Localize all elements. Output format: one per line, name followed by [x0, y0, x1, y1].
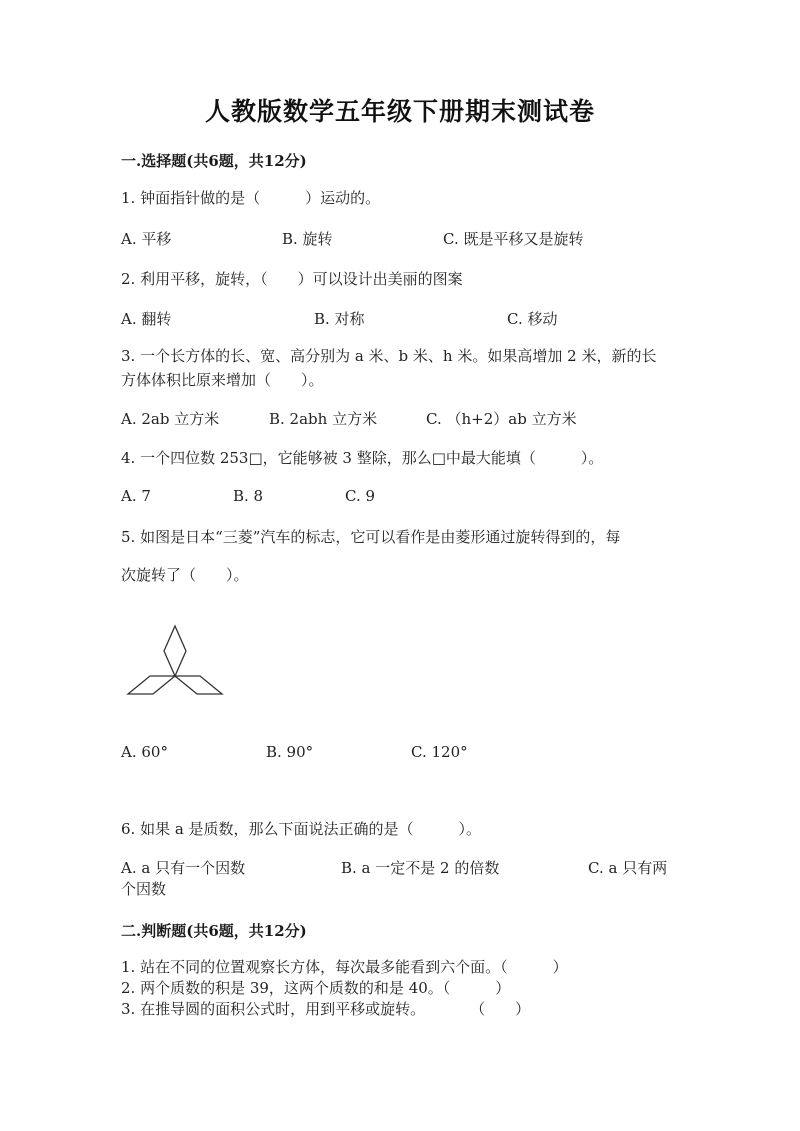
question-4: 4. 一个四位数 253□，它能够被 3 整除，那么□中最大能填（ ）。: [121, 449, 604, 467]
question-1: 1. 钟面指针做的是（ ）运动的。: [121, 189, 381, 207]
rhombus-left: [128, 676, 175, 694]
question-1-option-a: A. 平移: [121, 230, 172, 248]
question-3-option-a: A. 2ab 立方米: [121, 410, 220, 428]
rhombus-top: [164, 626, 186, 676]
question-6: 6. 如果 a 是质数，那么下面说法正确的是（ ）。: [121, 820, 482, 838]
question-4-option-b: B. 8: [233, 487, 264, 505]
question-4-option-a: A. 7: [121, 487, 151, 505]
question-5-line-1: 5. 如图是日本“三菱”汽车的标志，它可以看作是由菱形通过旋转得到的，每: [121, 528, 621, 546]
section-heading-judgement: 二.判断题(共6题，共12分): [121, 922, 307, 940]
question-2: 2. 利用平移，旋转，（ ）可以设计出美丽的图案: [121, 270, 463, 288]
question-2-option-b: B. 对称: [314, 310, 365, 328]
section-heading-choice: 一.选择题(共6题，共12分): [121, 152, 307, 170]
question-5-option-a: A. 60°: [121, 743, 168, 761]
question-6-option-c-continuation: 个因数: [121, 880, 167, 898]
question-3-option-b: B. 2abh 立方米: [269, 410, 378, 428]
question-1-option-c: C. 既是平移又是旋转: [443, 230, 584, 248]
question-2-option-a: A. 翻转: [121, 310, 172, 328]
question-3-line-1: 3. 一个长方体的长、宽、高分别为 a 米、b 米、h 米。如果高增加 2 米，新的长: [121, 347, 657, 365]
question-1-option-b: B. 旋转: [282, 230, 333, 248]
question-2-option-c: C. 移动: [507, 310, 558, 328]
question-6-option-c: C. a 只有两: [588, 859, 668, 877]
judgement-item-3: 3. 在推导圆的面积公式时，用到平移或旋转。 （ ）: [121, 1000, 531, 1018]
question-6-option-b: B. a 一定不是 2 的倍数: [341, 859, 500, 877]
question-6-option-a: A. a 只有一个因数: [121, 859, 246, 877]
question-4-option-c: C. 9: [345, 487, 376, 505]
question-5-option-b: B. 90°: [266, 743, 314, 761]
page-title: 人教版数学五年级下册期末测试卷: [204, 97, 595, 126]
rhombus-right: [175, 676, 222, 694]
judgement-item-2: 2. 两个质数的积是 39，这两个质数的和是 40。（ ）: [121, 979, 511, 997]
question-3-option-c: C. （h+2）ab 立方米: [426, 410, 577, 428]
judgement-item-1: 1. 站在不同的位置观察长方体，每次最多能看到六个面。（ ）: [121, 958, 568, 976]
mitsubishi-logo-icon: [120, 620, 230, 700]
question-5-line-2: 次旋转了（ ）。: [121, 566, 249, 584]
question-5-option-c: C. 120°: [411, 743, 468, 761]
question-3-line-2: 方体体积比原来增加（ ）。: [121, 371, 324, 389]
